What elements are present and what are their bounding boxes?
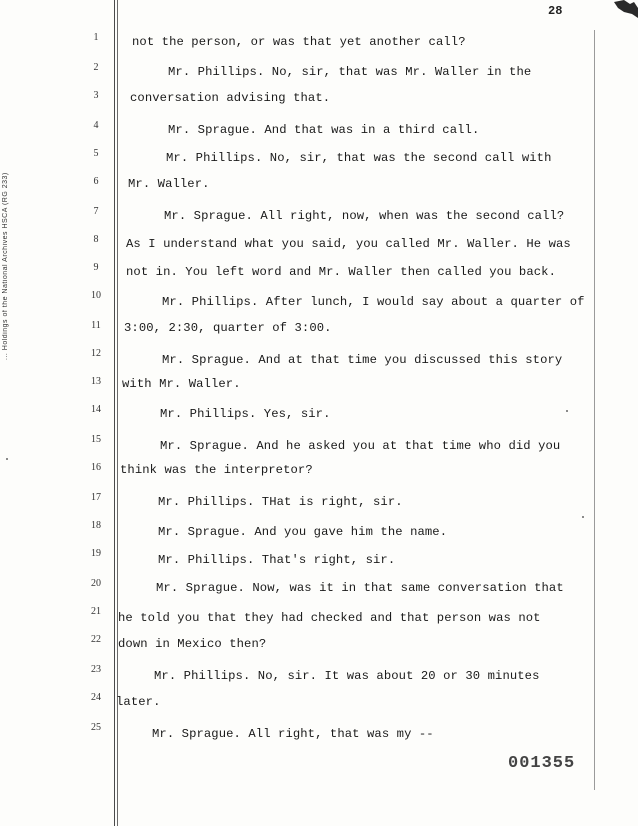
line-number: 25: [91, 722, 101, 733]
transcript-line-8: [0, 232, 638, 256]
line-text: Mr. Sprague. All right, that was my --: [152, 727, 434, 741]
transcript-line-19: [0, 546, 638, 570]
transcript-line-13: [0, 374, 638, 398]
scan-speck: [6, 458, 8, 460]
line-number: 1: [93, 32, 99, 43]
line-number: 19: [91, 548, 101, 559]
transcript-line-1: [0, 30, 638, 54]
line-text: Mr. Phillips. After lunch, I would say about a quarter of: [162, 295, 585, 309]
line-text: As I understand what you said, you called Mr. Waller. He was: [126, 237, 571, 251]
line-number: 15: [91, 434, 101, 445]
page-number: 28: [548, 4, 563, 18]
document-id: 001355: [508, 754, 576, 773]
line-number: 7: [93, 206, 99, 217]
line-number: 2: [93, 62, 99, 73]
transcript-line-10: [0, 288, 638, 312]
line-text: Mr. Sprague. Now, was it in that same conversation that: [156, 581, 564, 595]
line-number: 17: [91, 492, 101, 503]
line-text: Mr. Phillips. No, sir, that was the second call with: [166, 151, 552, 165]
scan-speck: [566, 410, 568, 412]
transcript-line-3: [0, 88, 638, 112]
line-number: 11: [91, 320, 101, 331]
line-text: later.: [116, 695, 161, 709]
archive-stamp: ... Holdings of the National Archives HSCA (RG 233): [2, 172, 9, 360]
transcript-line-16: [0, 460, 638, 484]
line-text: Mr. Sprague. And you gave him the name.: [158, 525, 448, 539]
line-text: Mr. Phillips. No, sir. It was about 20 or 30 minutes: [154, 669, 540, 683]
line-text: Mr. Sprague. And he asked you at that time who did you: [160, 439, 561, 453]
transcript-line-23: [0, 662, 638, 686]
line-number: 14: [91, 404, 101, 415]
line-number: 9: [93, 262, 99, 273]
scan-speck: [582, 516, 584, 518]
transcript-line-11: [0, 318, 638, 342]
line-text: not the person, or was that yet another call?: [132, 35, 466, 49]
line-number: 3: [93, 90, 99, 101]
line-text: 3:00, 2:30, quarter of 3:00.: [124, 321, 332, 335]
line-number: 24: [91, 692, 101, 703]
transcript-line-9: [0, 260, 638, 284]
transcript-line-21: [0, 604, 638, 628]
transcript-line-20: [0, 576, 638, 600]
transcript-line-24: [0, 690, 638, 714]
line-number: 13: [91, 376, 101, 387]
line-number: 16: [91, 462, 101, 473]
line-number: 10: [91, 290, 101, 301]
transcript-line-14: [0, 402, 638, 426]
line-number: 23: [91, 664, 101, 675]
line-number: 6: [93, 176, 99, 187]
line-number: 21: [91, 606, 101, 617]
corner-mark-icon: [594, 0, 638, 18]
transcript-line-7: [0, 204, 638, 228]
line-text: not in. You left word and Mr. Waller then called you back.: [126, 265, 556, 279]
transcript-line-18: [0, 518, 638, 542]
line-text: Mr. Phillips. That's right, sir.: [158, 553, 396, 567]
line-number: 5: [93, 148, 99, 159]
line-text: Mr. Sprague. All right, now, when was the second call?: [164, 209, 565, 223]
line-number: 20: [91, 578, 101, 589]
line-number: 12: [91, 348, 101, 359]
line-number: 18: [91, 520, 101, 531]
transcript-line-22: [0, 632, 638, 656]
line-number: 4: [93, 120, 99, 131]
line-text: he told you that they had checked and that person was not: [118, 611, 541, 625]
transcript-line-5: [0, 146, 638, 170]
transcript-line-6: [0, 174, 638, 198]
line-text: down in Mexico then?: [118, 637, 267, 651]
line-text: think was the interpretor?: [120, 463, 313, 477]
line-text: Mr. Waller.: [128, 177, 210, 191]
line-text: Mr. Phillips. Yes, sir.: [160, 407, 331, 421]
line-text: Mr. Sprague. And at that time you discussed this story: [162, 353, 563, 367]
transcript-line-15: [0, 432, 638, 456]
line-text: Mr. Sprague. And that was in a third call.: [168, 123, 480, 137]
line-text: conversation advising that.: [130, 91, 331, 105]
line-text: Mr. Phillips. THat is right, sir.: [158, 495, 403, 509]
line-number: 8: [93, 234, 99, 245]
transcript-line-17: [0, 490, 638, 514]
line-number: 22: [91, 634, 101, 645]
line-text: with Mr. Waller.: [122, 377, 241, 391]
transcript-line-4: [0, 118, 638, 142]
transcript-line-25: [0, 720, 638, 744]
line-text: Mr. Phillips. No, sir, that was Mr. Waller in the: [168, 65, 532, 79]
transcript-line-2: [0, 60, 638, 84]
transcript-line-12: [0, 346, 638, 370]
